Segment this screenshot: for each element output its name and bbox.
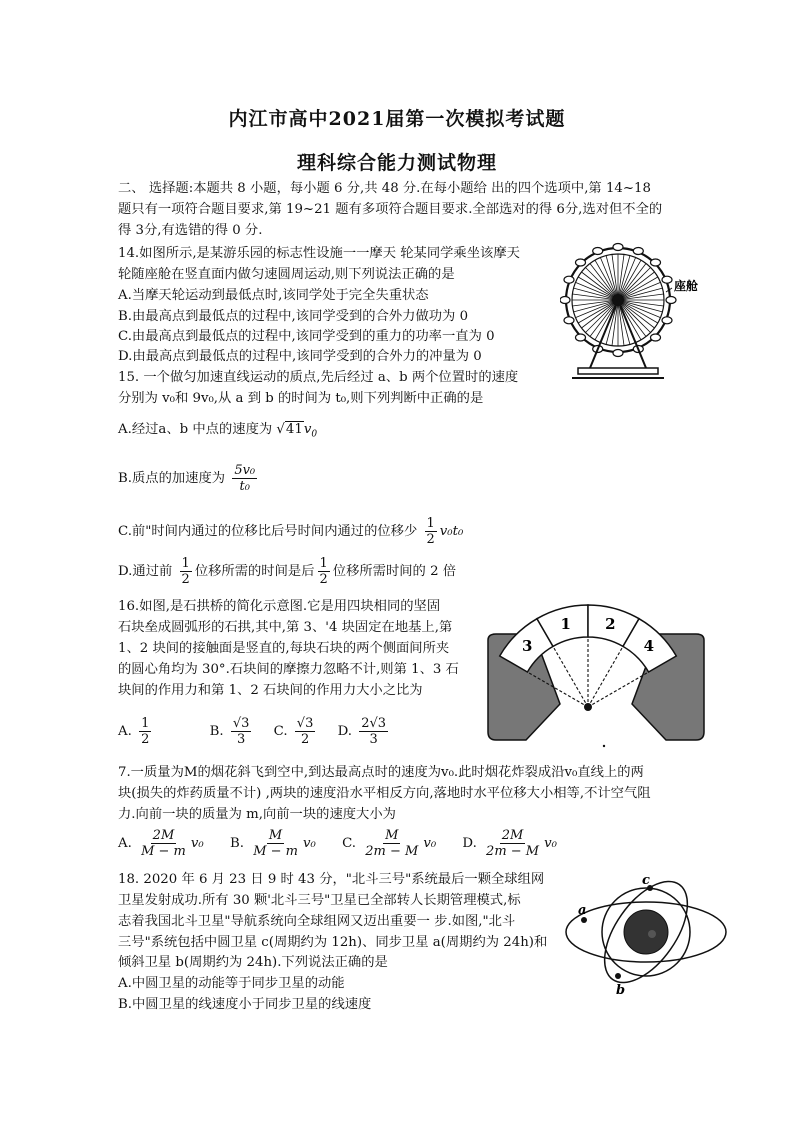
q15-option-a bbox=[118, 421, 317, 444]
q14-stem: 轮随座舱在竖直面内做匀速圆周运动,则下列说法正确的是 bbox=[118, 267, 455, 282]
q15-option-d-tail: 位移所需时间的 2 倍 bbox=[332, 564, 457, 579]
q15-option-b bbox=[118, 462, 260, 496]
q16-stem: 16.如图,是石拱桥的简化示意图.它是用四块相同的坚固 bbox=[118, 599, 441, 614]
sqrt-value: 41 bbox=[285, 422, 303, 437]
fraction-numerator: 1 bbox=[426, 516, 435, 531]
v0-symbol: $v_0$ bbox=[303, 422, 318, 440]
instruction-line: 二、 选择题:本题共 8 小题，每小题 6 分,共 48 分.在每小题给 出的四个选项中,第 14~18 bbox=[118, 181, 651, 196]
q17-stem: 力.向前一块的质量为 m,向前一块的速度大小为 bbox=[118, 807, 396, 822]
fraction-numerator: 2√3 bbox=[361, 716, 387, 731]
fraction-denominator: 2m − M bbox=[486, 844, 540, 859]
q16-options bbox=[118, 714, 391, 750]
q18-stem: 倾斜卫星 b(周期约为 24h).下列说法正确的是 bbox=[118, 955, 388, 970]
orbit-label-c: c bbox=[642, 873, 650, 888]
figure-label-cabin: 座舱 bbox=[674, 279, 699, 293]
stone-label: 3 bbox=[521, 637, 533, 656]
option-label: B. bbox=[229, 836, 244, 851]
q14-option-b: B.由最高点到最低点的过程中,该同学受到的合外力做功为 0 bbox=[118, 309, 469, 324]
fraction bbox=[425, 516, 437, 547]
fraction-denominator: 2m − M bbox=[365, 844, 419, 859]
option-label: C. bbox=[273, 724, 288, 739]
velocity-symbol: v₀ bbox=[423, 836, 437, 851]
cabin bbox=[576, 259, 586, 266]
option-label: A. bbox=[118, 836, 132, 851]
cabin bbox=[651, 334, 661, 341]
q16-stem: 的圆心角均为 30°.石块间的摩擦力忽略不计,则第 1、3 石 bbox=[118, 662, 459, 677]
q14-stem: 14.如图所示,是某游乐园的标志性设施一一摩天 轮某同学乘坐该摩天 bbox=[118, 246, 520, 261]
fraction-denominator: 3 bbox=[369, 732, 378, 747]
velocity-symbol: v₀ bbox=[302, 836, 316, 851]
wheel-spoke bbox=[606, 256, 618, 300]
stone-label: 1 bbox=[560, 614, 571, 633]
fraction bbox=[232, 463, 257, 494]
sqrt-symbol: √ bbox=[276, 422, 285, 437]
fraction-numerator: 5v₀ bbox=[234, 463, 256, 478]
page-subtitle: 理科综合能力测试物理 bbox=[296, 152, 497, 174]
q17-options bbox=[118, 826, 557, 862]
q15-option-c-tail: v₀t₀ bbox=[439, 524, 464, 539]
cabin bbox=[613, 244, 623, 251]
fraction-denominator: 3 bbox=[236, 732, 246, 747]
satellite-orbit-figure bbox=[562, 872, 732, 1000]
cabin bbox=[651, 259, 661, 266]
q18-option-b: B.中圆卫星的线速度小于同步卫星的线速度 bbox=[118, 997, 372, 1012]
velocity-symbol: v₀ bbox=[544, 836, 557, 851]
q15-option-c-text: C.前"时间内通过的位移比后号时间内通过的位移少 bbox=[118, 524, 418, 539]
cabin bbox=[576, 334, 586, 341]
q16-stem: 石块垒成圆弧形的石拱,其中,第 3、'4 块固定在地基上,第 bbox=[118, 620, 453, 635]
instruction-line: 题只有一项符合题目要求,第 19~21 题有多项符合题目要求.全部选对的得 6分,选对但不全的 bbox=[118, 202, 663, 217]
q15-option-b-text: B.质点的加速度为 bbox=[118, 471, 226, 486]
arch-radius-line bbox=[588, 648, 622, 707]
fraction bbox=[359, 716, 388, 747]
fraction-denominator: 2 bbox=[426, 532, 435, 547]
fraction-numerator: 1 bbox=[181, 556, 190, 571]
fraction bbox=[139, 828, 188, 859]
q14-option-c: C.由最高点到最低点的过程中,该同学受到的重力的功率一直为 0 bbox=[118, 329, 495, 344]
fraction-denominator: 2 bbox=[319, 572, 328, 587]
option-label: A. bbox=[118, 724, 132, 739]
fraction-denominator: t₀ bbox=[239, 479, 250, 494]
fraction-numerator: 1 bbox=[319, 556, 328, 571]
fraction-numerator: M bbox=[268, 828, 283, 843]
cabin bbox=[564, 317, 574, 324]
fraction bbox=[484, 828, 541, 859]
instruction-line: 得 3分,有选错的得 0 分. bbox=[118, 223, 263, 238]
arch-radius-line bbox=[554, 648, 588, 707]
cabin bbox=[560, 297, 570, 304]
wheel-spoke bbox=[574, 288, 618, 300]
q15-option-a-text: A.经过a、b 中点的速度为 bbox=[118, 422, 273, 437]
wheel-spoke bbox=[574, 300, 618, 312]
cabin bbox=[593, 248, 603, 255]
fraction bbox=[318, 556, 330, 587]
q14-option-d: D.由最高点到最低点的过程中,该同学受到的合外力的冲量为 0 bbox=[118, 349, 482, 364]
option-label: D. bbox=[462, 836, 477, 851]
fraction bbox=[363, 828, 420, 859]
fraction-numerator: 1 bbox=[141, 716, 150, 731]
fraction-denominator: 2 bbox=[300, 732, 310, 747]
cabin bbox=[613, 350, 623, 357]
cabin bbox=[564, 276, 574, 283]
q15-stem: 分别为 v₀和 9v₀,从 a 到 b 的时间为 t₀,则下列判断中正确的是 bbox=[118, 391, 484, 406]
fraction-numerator: √3 bbox=[296, 716, 314, 731]
fraction-numerator: M bbox=[385, 828, 399, 843]
q15-option-d bbox=[118, 555, 456, 589]
q15-option-d-pre: D.通过前 bbox=[118, 564, 173, 579]
stone-arch-figure bbox=[482, 600, 710, 750]
q16-stem: 1、2 块间的接触面是竖直的,每块石块的两个侧面间所夹 bbox=[118, 641, 450, 656]
q18-option-a: A.中圆卫星的动能等于同步卫星的动能 bbox=[118, 976, 345, 991]
wheel-spoke bbox=[618, 288, 662, 300]
fraction bbox=[180, 556, 192, 587]
orbit-label-b: b bbox=[616, 983, 626, 998]
option-label: B. bbox=[209, 724, 224, 739]
fraction bbox=[231, 716, 252, 747]
q16-stem: 块间的作用力和第 1、2 石块间的作用力大小之比为 bbox=[118, 683, 423, 698]
fraction-denominator: 2 bbox=[141, 732, 150, 747]
fraction-denominator: M − m bbox=[141, 844, 186, 859]
option-label: C. bbox=[342, 836, 356, 851]
q15-option-c bbox=[118, 515, 463, 549]
ferris-wheel-figure bbox=[560, 236, 710, 384]
wheel-spoke bbox=[618, 300, 662, 312]
fraction bbox=[295, 716, 316, 747]
fraction-numerator: √3 bbox=[232, 716, 250, 731]
q18-stem: 志着我国北斗卫星"导航系统向全球组网又迈出重要一 步.如图,"北斗 bbox=[118, 914, 516, 929]
q15-option-d-mid: 位移所需的时间是后 bbox=[194, 564, 315, 579]
orbit-label-a: a bbox=[578, 903, 587, 918]
fraction-denominator: M − m bbox=[253, 844, 298, 859]
q14-option-a: A.当摩天轮运动到最低点时,该同学处于完全失重状态 bbox=[118, 288, 429, 303]
stone-label: 4 bbox=[643, 637, 655, 656]
q18-stem: 三号"系统包括中圆卫星 c(周期约为 12h)、同步卫星 a(周期约为 24h)和 bbox=[118, 935, 548, 950]
q17-stem: 7.一质量为M的烟花斜飞到空中,到达最高点时的速度为v₀.此时烟花炸裂成沿v₀直线上的两 bbox=[118, 765, 644, 780]
velocity-symbol: v₀ bbox=[190, 836, 204, 851]
wheel-spoke bbox=[618, 256, 630, 300]
option-label: D. bbox=[337, 724, 353, 739]
fraction bbox=[139, 716, 151, 747]
stone-label: 2 bbox=[605, 614, 616, 633]
q18-stem: 卫星发射成功.所有 30 颗'北斗三号"卫星已全部转人长期管理模式,标 bbox=[118, 893, 521, 908]
q15-stem: 15. 一个做匀加速直线运动的质点,先后经过 a、b 两个位置时的速度 bbox=[118, 370, 519, 385]
cabin bbox=[662, 276, 672, 283]
cabin bbox=[633, 248, 643, 255]
cabin bbox=[666, 297, 676, 304]
q18-stem: 18. 2020 年 6 月 23 日 9 时 43 分，"北斗三号"系统最后一颗全球组网 bbox=[118, 872, 545, 887]
fraction bbox=[251, 828, 300, 859]
page-title: 内江市高中2021届第一次模拟考试题 bbox=[228, 108, 566, 130]
fraction-denominator: 2 bbox=[181, 572, 190, 587]
fraction-numerator: 2M bbox=[152, 828, 175, 843]
q17-stem: 块(损失的炸药质量不计) ,两块的速度沿水平相反方向,落地时水平位移大小相等,不计空气阻 bbox=[118, 786, 651, 801]
fraction-numerator: 2M bbox=[501, 828, 524, 843]
cabin bbox=[662, 317, 672, 324]
